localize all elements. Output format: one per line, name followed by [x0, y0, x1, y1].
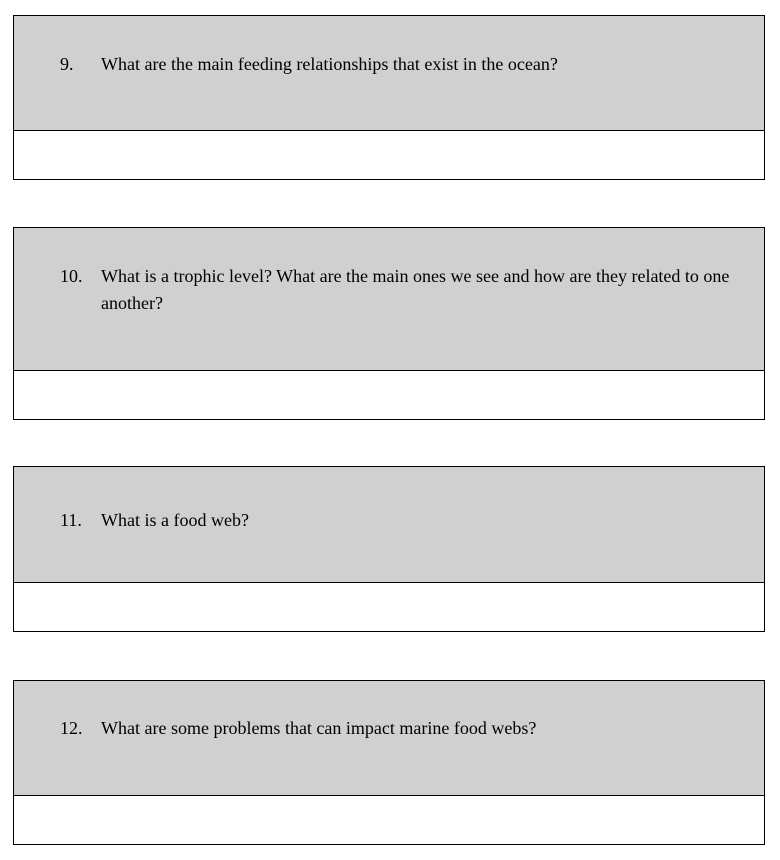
question-12-answer-field[interactable]: [14, 796, 764, 844]
question-9-text: [60, 51, 776, 78]
question-prompt: What is a food web?: [101, 510, 249, 530]
question-number: 12.: [60, 718, 83, 738]
question-9-answer-field[interactable]: [14, 131, 764, 179]
question-9-box: [13, 15, 765, 180]
question-prompt: What is a trophic level? What are the main ones we see and how are they related to one another?: [101, 266, 730, 313]
question-10-box: [13, 227, 765, 420]
question-number: 9.: [60, 54, 74, 74]
question-prompt: What are the main feeding relationships that exist in the ocean?: [101, 54, 558, 74]
question-number: 11.: [60, 510, 82, 530]
question-12-box: [13, 680, 765, 845]
question-10-answer-field[interactable]: [14, 371, 764, 419]
question-10-text: [60, 263, 762, 317]
question-11-text: [60, 507, 776, 534]
question-prompt: What are some problems that can impact marine food webs?: [101, 718, 537, 738]
question-11-answer-field[interactable]: [14, 583, 764, 631]
question-12-text: [60, 715, 776, 742]
question-number: 10.: [60, 266, 83, 286]
question-11-box: [13, 466, 765, 632]
